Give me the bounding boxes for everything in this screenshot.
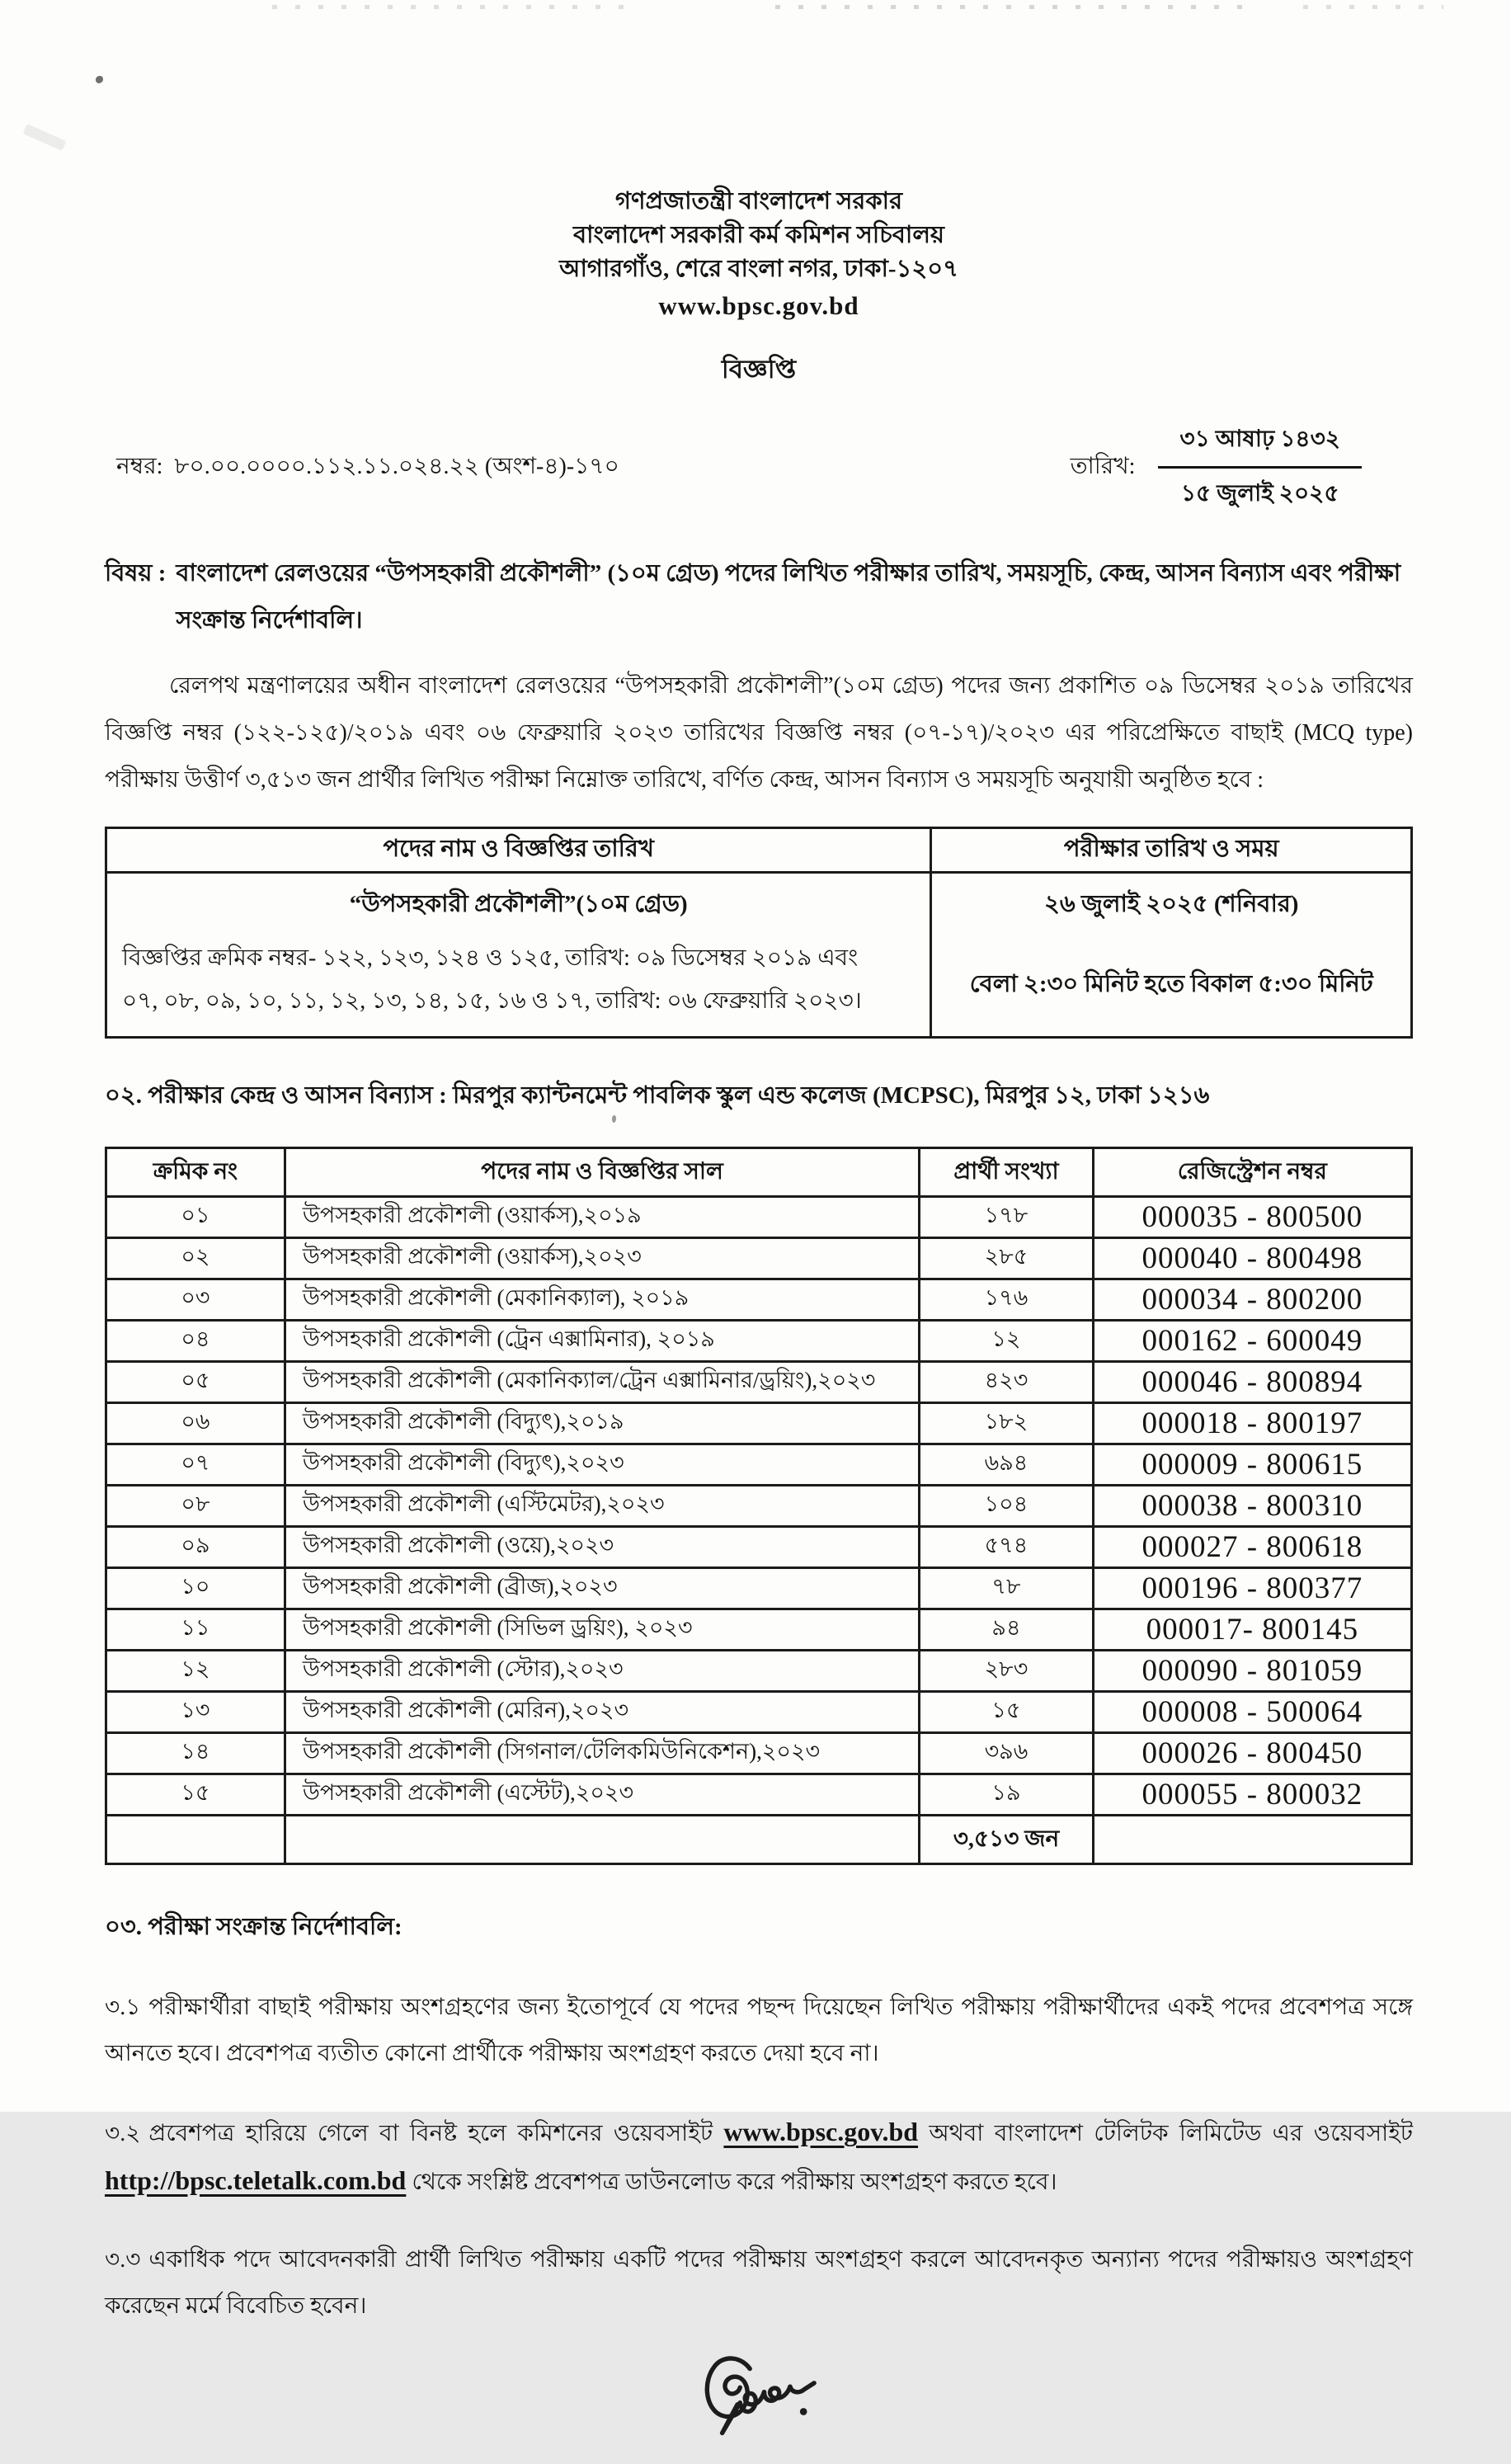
column-header-serial: ক্রমিক নং bbox=[106, 1148, 285, 1197]
intro-paragraph: রেলপথ মন্ত্রণালয়ের অধীন বাংলাদেশ রেলওয়ের “উপসহকারী প্রকৌশলী”(১০ম গ্রেড) পদের জন্য প্রকাশিত ০৯ ডিসেম্বর ২০১৯ তারিখের বিজ্ঞপ্তি নম্বর (১২২-১২৫)/২০১৯ এবং ০৬ ফেব্রুয়ারি ২০২৩ তারিখের বিজ্ঞপ্তি নম্বর (০৭-১৭)/২০২৩ এর পরিপ্রেক্ষিতে বাছাই (MCQ type) পরীক্ষায় উত্তীর্ণ ৩,৫১৩ জন প্রার্থীর লিখিত পরীক্ষা নিম্নোক্ত তারিখে, বর্ণিত কেন্দ্র, আসন বিন্যাস ও সময়সূচি অনুযায়ী অনুষ্ঠিত হবে : bbox=[105, 673, 1413, 793]
post-cell: উপসহকারী প্রকৌশলী (সিভিল ড্রয়িং), ২০২৩ bbox=[285, 1609, 919, 1651]
letterhead bbox=[105, 0, 1413, 323]
subject-block bbox=[105, 550, 1413, 644]
empty-cell bbox=[1093, 1816, 1411, 1864]
scan-pencil-mark bbox=[23, 124, 67, 151]
registration-cell: 000196 - 800377 bbox=[1093, 1568, 1411, 1609]
post-cell: উপসহকারী প্রকৌশলী (বিদ্যুৎ),২০২৩ bbox=[285, 1444, 919, 1486]
teletalk-website-link[interactable]: http://bpsc.teletalk.com.bd bbox=[105, 2165, 407, 2195]
seat-plan-table bbox=[105, 1147, 1413, 1865]
post-cell: উপসহকারী প্রকৌশলী (ওয়ার্কস),২০১৯ bbox=[285, 1197, 919, 1238]
column-header-exam-date-time: পরীক্ষার তারিখ ও সময় bbox=[931, 828, 1412, 873]
post-cell: উপসহকারী প্রকৌশলী (এস্টেট),২০২৩ bbox=[285, 1774, 919, 1816]
registration-cell: 000026 - 800450 bbox=[1093, 1733, 1411, 1774]
serial-cell: ০১ bbox=[106, 1197, 285, 1238]
post-cell: উপসহকারী প্রকৌশলী (ওয়ার্কস),২০২৩ bbox=[285, 1238, 919, 1279]
registration-cell: 000040 - 800498 bbox=[1093, 1238, 1411, 1279]
serial-cell: ০৪ bbox=[106, 1321, 285, 1362]
post-cell: উপসহকারী প্রকৌশলী (ব্রীজ),২০২৩ bbox=[285, 1568, 919, 1609]
serial-cell: ১৪ bbox=[106, 1733, 285, 1774]
count-cell: ১৯ bbox=[920, 1774, 1094, 1816]
section-3-heading: ০৩. পরীক্ষা সংক্রান্ত নির্দেশাবলি: bbox=[105, 1914, 402, 1940]
registration-cell: 000008 - 500064 bbox=[1093, 1692, 1411, 1733]
post-cell: উপসহকারী প্রকৌশলী (মেরিন),২০২৩ bbox=[285, 1692, 919, 1733]
exam-schedule-table bbox=[105, 827, 1413, 1039]
table-header-row bbox=[106, 828, 1412, 873]
serial-cell: ১২ bbox=[106, 1651, 285, 1692]
post-name-cell bbox=[106, 873, 931, 1038]
table-total-row bbox=[106, 1816, 1412, 1864]
empty-cell bbox=[285, 1816, 919, 1864]
letterhead-org-line: বাংলাদেশ সরকারী কর্ম কমিশন সচিবালয় bbox=[572, 222, 945, 248]
empty-cell bbox=[106, 1816, 285, 1864]
count-cell: ২৮৩ bbox=[920, 1651, 1094, 1692]
serial-cell: ০৮ bbox=[106, 1486, 285, 1527]
post-title: “উপসহকারী প্রকৌশলী”(১০ম গ্রেড) bbox=[349, 891, 688, 917]
table-row bbox=[106, 1279, 1412, 1321]
instruction-text: একাধিক পদে আবেদনকারী প্রার্থী লিখিত পরীক্ষায় একটি পদের পরীক্ষায় অংশগ্রহণ করলে আবেদনকৃত অন্যান্য পদের পরীক্ষায়ও অংশগ্রহণ করেছেন মর্মে বিবেচিত হবেন। bbox=[105, 2247, 1413, 2319]
registration-cell: 000055 - 800032 bbox=[1093, 1774, 1411, 1816]
post-detail-line2: ০৭, ০৮, ০৯, ১০, ১১, ১২, ১৩, ১৪, ১৫, ১৬ ও ১৭, তারিখ: ০৬ ফেব্রুয়ারি ২০২৩। bbox=[122, 988, 862, 1014]
count-cell: ৭৮ bbox=[920, 1568, 1094, 1609]
notice-title: বিজ্ঞপ্তি bbox=[721, 355, 797, 384]
count-cell: ৫৭৪ bbox=[920, 1527, 1094, 1568]
table-row bbox=[106, 1568, 1412, 1609]
section-2-heading: ০২. পরীক্ষার কেন্দ্র ও আসন বিন্যাস : মিরপুর ক্যান্টনমেন্ট পাবলিক স্কুল এন্ড কলেজ (MCPSC), মিরপুর ১২, ঢাকা ১২১৬ bbox=[105, 1082, 1210, 1109]
table-row bbox=[106, 1238, 1412, 1279]
registration-cell: 000027 - 800618 bbox=[1093, 1527, 1411, 1568]
count-cell: ৪২৩ bbox=[920, 1362, 1094, 1403]
memo-number bbox=[105, 448, 619, 487]
count-cell: ৯৪ bbox=[920, 1609, 1094, 1651]
table-row bbox=[106, 1651, 1412, 1692]
count-cell: ১২ bbox=[920, 1321, 1094, 1362]
count-cell: ১৫ bbox=[920, 1692, 1094, 1733]
date-gregorian-calendar: ১৫ জুলাই ২০২৫ bbox=[1180, 481, 1339, 506]
instruction-3-3 bbox=[105, 2237, 1413, 2330]
count-cell: ৩৯৬ bbox=[920, 1733, 1094, 1774]
table-row bbox=[106, 873, 1412, 1038]
total-candidates-cell: ৩,৫১৩ জন bbox=[920, 1816, 1094, 1864]
date-group bbox=[1071, 421, 1362, 514]
count-cell: ১০৪ bbox=[920, 1486, 1094, 1527]
registration-cell: 000090 - 801059 bbox=[1093, 1651, 1411, 1692]
serial-cell: ০৬ bbox=[106, 1403, 285, 1444]
table-row bbox=[106, 1486, 1412, 1527]
count-cell: ৬৯৪ bbox=[920, 1444, 1094, 1486]
post-cell: উপসহকারী প্রকৌশলী (বিদ্যুৎ),২০১৯ bbox=[285, 1403, 919, 1444]
instruction-3-1 bbox=[105, 1985, 1413, 2077]
serial-cell: ০৫ bbox=[106, 1362, 285, 1403]
signature-mark bbox=[695, 2353, 844, 2460]
exam-time: বেলা ২:৩০ মিনিট হতে বিকাল ৫:৩০ মিনিট bbox=[969, 971, 1373, 997]
registration-cell: 000018 - 800197 bbox=[1093, 1403, 1411, 1444]
table-row bbox=[106, 1197, 1412, 1238]
serial-cell: ১০ bbox=[106, 1568, 285, 1609]
serial-cell: ১৩ bbox=[106, 1692, 285, 1733]
post-cell: উপসহকারী প্রকৌশলী (সিগনাল/টেলিকমিউনিকেশন),২০২৩ bbox=[285, 1733, 919, 1774]
memo-number-label: নম্বর: bbox=[116, 454, 163, 479]
table-row bbox=[106, 1692, 1412, 1733]
serial-cell: ০৯ bbox=[106, 1527, 285, 1568]
registration-cell: 000017- 800145 bbox=[1093, 1609, 1411, 1651]
count-cell: ১৭৮ bbox=[920, 1197, 1094, 1238]
count-cell: ১৭৬ bbox=[920, 1279, 1094, 1321]
count-cell: ১৮২ bbox=[920, 1403, 1094, 1444]
column-header-post-year: পদের নাম ও বিজ্ঞপ্তির সাল bbox=[285, 1148, 919, 1197]
table-row bbox=[106, 1321, 1412, 1362]
post-cell: উপসহকারী প্রকৌশলী (স্টোর),২০২৩ bbox=[285, 1651, 919, 1692]
column-header-post-name-date: পদের নাম ও বিজ্ঞপ্তির তারিখ bbox=[106, 828, 931, 873]
letterhead-address-line: আগারগাঁও, শেরে বাংলা নগর, ঢাকা-১২০৭ bbox=[559, 256, 958, 282]
table-row bbox=[106, 1403, 1412, 1444]
date-bangla-calendar: ৩১ আষাঢ় ১৪৩২ bbox=[1158, 421, 1362, 469]
instruction-text: পরীক্ষার্থীরা বাছাই পরীক্ষায় অংশগ্রহণের জন্য ইতোপূর্বে যে পদের পছন্দ দিয়েছেন লিখিত পরীক্ষায় পরীক্ষার্থীদের একই পদের প্রবেশপত্র সঙ্গে আনতে হবে। প্রবেশপত্র ব্যতীত কোনো প্রার্থীকে পরীক্ষায় অংশগ্রহণ করতে দেয়া হবে না। bbox=[105, 1995, 1413, 2066]
instruction-3-2 bbox=[105, 2108, 1413, 2206]
instruction-text: প্রবেশপত্র হারিয়ে গেলে বা বিনষ্ট হলে কমিশনের ওয়েবসাইট bbox=[148, 2121, 713, 2146]
serial-cell: ০৭ bbox=[106, 1444, 285, 1486]
instruction-number: ৩.২ bbox=[105, 2121, 141, 2146]
table-row bbox=[106, 1609, 1412, 1651]
count-cell: ২৮৫ bbox=[920, 1238, 1094, 1279]
instruction-number: ৩.৩ bbox=[105, 2247, 141, 2273]
date-fraction bbox=[1158, 421, 1362, 514]
serial-cell: ০২ bbox=[106, 1238, 285, 1279]
registration-cell: 000034 - 800200 bbox=[1093, 1279, 1411, 1321]
registration-cell: 000035 - 800500 bbox=[1093, 1197, 1411, 1238]
instruction-text: থেকে সংশ্লিষ্ট প্রবেশপত্র ডাউনলোড করে পরীক্ষায় অংশগ্রহণ করতে হবে। bbox=[412, 2170, 1057, 2195]
serial-cell: ১১ bbox=[106, 1609, 285, 1651]
post-cell: উপসহকারী প্রকৌশলী (এস্টিমেটর),২০২৩ bbox=[285, 1486, 919, 1527]
table-row bbox=[106, 1362, 1412, 1403]
table-row bbox=[106, 1444, 1412, 1486]
letterhead-government-line: গণপ্রজাতন্ত্রী বাংলাদেশ সরকার bbox=[614, 188, 903, 214]
exam-date: ২৬ জুলাই ২০২৫ (শনিবার) bbox=[1043, 891, 1299, 917]
memo-meta-row bbox=[105, 421, 1413, 514]
subject-label: বিষয় : bbox=[105, 560, 167, 587]
table-row bbox=[106, 1774, 1412, 1816]
post-cell: উপসহকারী প্রকৌশলী (ট্রেন এক্সামিনার), ২০১৯ bbox=[285, 1321, 919, 1362]
instruction-number: ৩.১ bbox=[105, 1995, 141, 2020]
table-header-row bbox=[106, 1148, 1412, 1197]
instruction-text: অথবা বাংলাদেশ টেলিটক লিমিটেড এর ওয়েবসাইট bbox=[929, 2121, 1414, 2146]
serial-cell: ১৫ bbox=[106, 1774, 285, 1816]
post-detail-line1: বিজ্ঞপ্তির ক্রমিক নম্বর- ১২২, ১২৩, ১২৪ ও ১২৫, তারিখ: ০৯ ডিসেম্বর ২০১৯ এবং bbox=[122, 945, 859, 971]
table-row bbox=[106, 1733, 1412, 1774]
subject-text: বাংলাদেশ রেলওয়ের “উপসহকারী প্রকৌশলী” (১০ম গ্রেড) পদের লিখিত পরীক্ষার তারিখ, সময়সূচি, কেন্দ্র, আসন বিন্যাস এবং পরীক্ষা সংক্রান্ত নির্দেশাবলি। bbox=[176, 560, 1401, 634]
registration-cell: 000162 - 600049 bbox=[1093, 1321, 1411, 1362]
registration-cell: 000046 - 800894 bbox=[1093, 1362, 1411, 1403]
table-row bbox=[106, 1527, 1412, 1568]
registration-cell: 000009 - 800615 bbox=[1093, 1444, 1411, 1486]
memo-number-value: ৮০.০০.০০০০.১১২.১১.০২৪.২২ (অংশ-৪)-১৭০ bbox=[174, 454, 619, 479]
exam-date-time-cell bbox=[931, 873, 1412, 1038]
column-header-registration-number: রেজিস্ট্রেশন নম্বর bbox=[1093, 1148, 1411, 1197]
column-header-candidate-count: প্রার্থী সংখ্যা bbox=[920, 1148, 1094, 1197]
serial-cell: ০৩ bbox=[106, 1279, 285, 1321]
post-cell: উপসহকারী প্রকৌশলী (ওয়ে),২০২৩ bbox=[285, 1527, 919, 1568]
post-cell: উপসহকারী প্রকৌশলী (মেকানিক্যাল), ২০১৯ bbox=[285, 1279, 919, 1321]
date-label: তারিখ: bbox=[1070, 454, 1136, 479]
letterhead-website: www.bpsc.gov.bd bbox=[658, 291, 859, 320]
post-cell: উপসহকারী প্রকৌশলী (মেকানিক্যাল/ট্রেন এক্সামিনার/ড্রয়িং),২০২৩ bbox=[285, 1362, 919, 1403]
scan-speck bbox=[96, 76, 103, 83]
bpsc-website-link[interactable]: www.bpsc.gov.bd bbox=[723, 2117, 919, 2146]
registration-cell: 000038 - 800310 bbox=[1093, 1486, 1411, 1527]
